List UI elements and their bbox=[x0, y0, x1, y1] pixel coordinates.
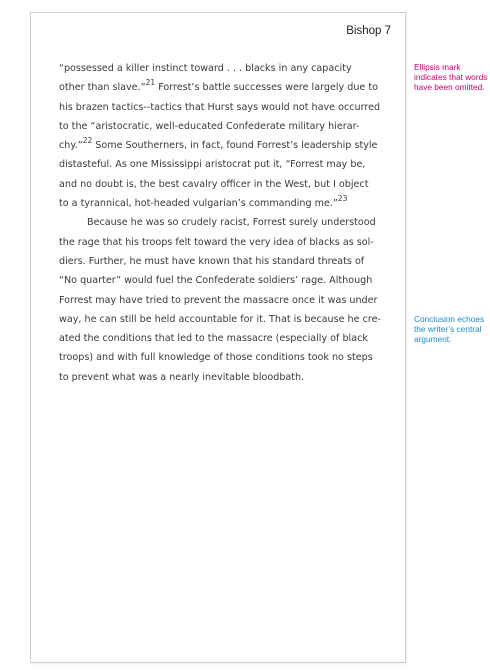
text-line: Because he was so crudely racist, Forrest surely understood bbox=[87, 217, 376, 229]
annotation-ellipsis: Ellipsis mark indicates that words have been omitted. bbox=[414, 62, 488, 93]
text-line: “possessed a killer instinct toward . . . blacks in any capacity bbox=[59, 63, 352, 74]
annotation-conclusion: Conclusion echoes the writer’s central argument. bbox=[414, 314, 485, 345]
text-line bbox=[59, 78, 389, 97]
footnote-22: 22 bbox=[82, 136, 93, 146]
document-page bbox=[30, 12, 406, 663]
footnote-21: 21 bbox=[145, 78, 156, 88]
body-text bbox=[59, 59, 389, 387]
text-line: his brazen tactics--tactics that Hurst says would not have occurred bbox=[59, 101, 381, 113]
text-line: and no doubt is, the best cavalry officer in the West, but I object bbox=[59, 178, 369, 190]
text-line: ated the conditions that led to the massacre (especially of black bbox=[59, 333, 368, 345]
running-head: Bishop 7 bbox=[346, 25, 391, 37]
text-segment: Some Southerners, in fact, found Forrest’s leadership style bbox=[92, 140, 378, 152]
text-line: distasteful. As one Mississippi aristocrat put it, “Forrest may be, bbox=[59, 159, 366, 171]
text-segment: other than slave.” bbox=[59, 82, 146, 94]
text-line: way, he can still be held accountable for it. That is because he cre- bbox=[59, 313, 381, 325]
text-line: to prevent what was a nearly inevitable bloodbath. bbox=[59, 371, 305, 383]
text-line: to the “aristocratic, well-educated Confederate military hierar- bbox=[59, 120, 360, 132]
footnote-23: 23 bbox=[337, 194, 348, 204]
text-segment: to a tyrannical, hot-headed vulgarian’s commanding me.” bbox=[59, 198, 338, 210]
text-line: the rage that his troops felt toward the very idea of blacks as sol- bbox=[59, 236, 374, 248]
text-line bbox=[59, 136, 389, 155]
text-line: “No quarter” would fuel the Confederate soldiers’ rage. Although bbox=[59, 275, 373, 287]
text-line: Forrest may have tried to prevent the massacre once it was under bbox=[59, 294, 378, 306]
text-segment: Forrest’s battle successes were largely due to bbox=[155, 82, 378, 94]
text-segment: chy.” bbox=[59, 140, 83, 152]
text-line: diers. Further, he must have known that his standard threats of bbox=[59, 255, 365, 267]
text-line bbox=[59, 194, 389, 213]
text-line: troops) and with full knowledge of those conditions took no steps bbox=[59, 352, 373, 364]
